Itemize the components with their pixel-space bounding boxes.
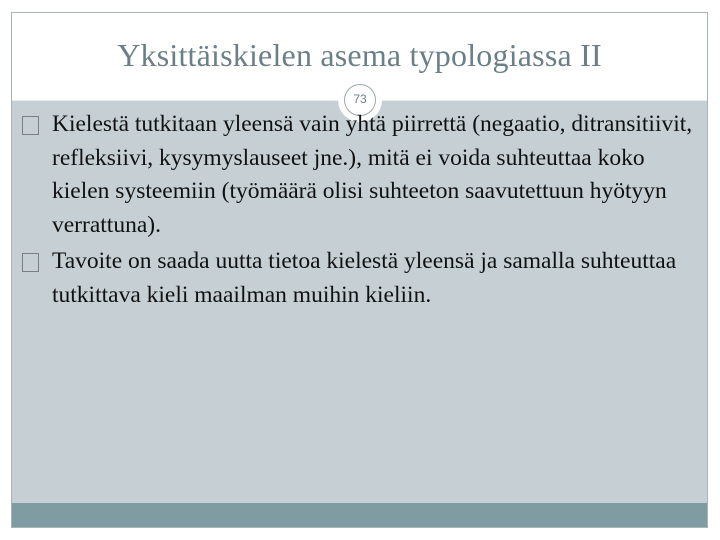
slide-title: Yksittäiskielen asema typologiassa II [117, 37, 602, 73]
page-number-badge: 73 [344, 84, 376, 116]
bottom-bar [12, 503, 707, 527]
bullet-list [22, 108, 702, 315]
square-bullet-icon [22, 116, 39, 135]
bullet-text: Kielestä tutkitaan yleensä vain yhtä piirrettä (negaatio, ditransitiivit, refleksiivi, kysymyslauseet jne.), mitä ei voida suhteuttaa koko kielen systeemiin (työmäärä olisi suhteeton saavutettuun hyötyyn verrattuna). [52, 111, 693, 238]
bullet-text: Tavoite on saada uutta tietoa kielestä yleensä ja samalla suhteuttaa tutkittava kieli maailman muihin kieliin. [52, 248, 677, 308]
square-bullet-icon [22, 253, 39, 272]
bullet-item [22, 245, 702, 312]
bullet-item [22, 108, 702, 242]
